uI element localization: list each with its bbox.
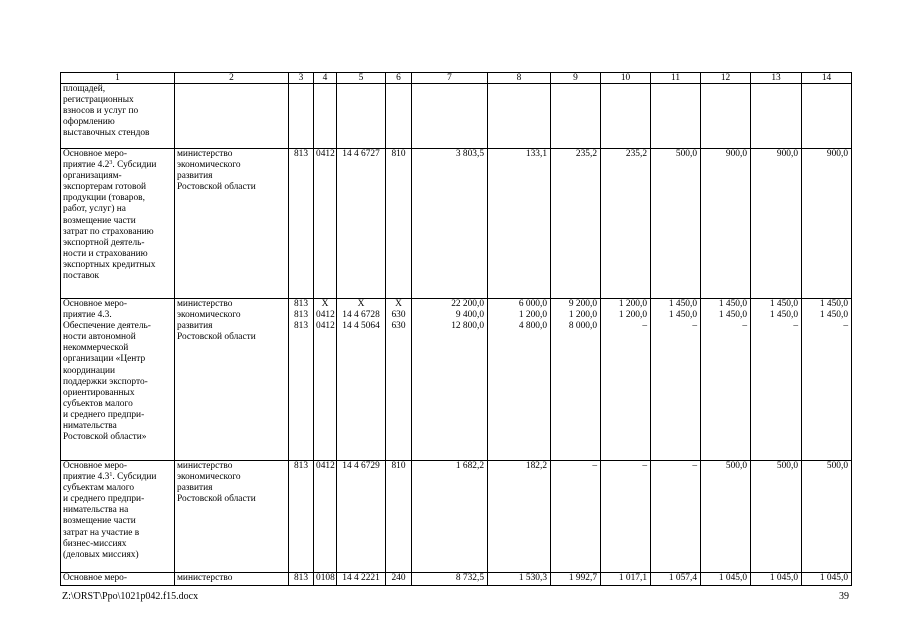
- value-cell: [386, 461, 412, 573]
- value-line: 1 017,1: [618, 573, 647, 583]
- header-cell: 6: [386, 73, 412, 84]
- value-line: 0412: [316, 149, 335, 159]
- table-row: [61, 573, 852, 586]
- header-cell: 14: [802, 73, 852, 84]
- value-line: 14 4 6727: [342, 149, 380, 159]
- value-line: 12 800,0: [451, 321, 484, 332]
- value-cell: [651, 573, 701, 586]
- value-cell: [386, 299, 412, 461]
- value-line: –: [642, 321, 647, 332]
- value-line: 240: [391, 573, 406, 583]
- value-line: 813: [293, 573, 309, 583]
- value-line: 1 200,0: [568, 310, 597, 321]
- value-line: –: [642, 461, 647, 471]
- value-line: 1 057,4: [668, 573, 697, 583]
- page-number: 39: [839, 591, 849, 602]
- value-line: 1 450,0: [668, 310, 697, 321]
- value-line: 1 200,0: [618, 310, 647, 321]
- value-line: 8 732,5: [455, 573, 484, 583]
- value-line: –: [742, 321, 747, 332]
- header-cell: 9: [551, 73, 601, 84]
- value-cell: [314, 84, 337, 149]
- value-cell: [601, 573, 651, 586]
- value-cell: [488, 299, 551, 461]
- header-cell: 7: [412, 73, 488, 84]
- value-cell: [701, 573, 751, 586]
- value-line: 235,2: [625, 149, 647, 159]
- value-line: 6 000,0: [518, 299, 547, 309]
- value-line: 1 992,7: [568, 573, 597, 583]
- value-line: 14 4 2221: [342, 573, 380, 583]
- value-cell: [412, 299, 488, 461]
- activity-name-cell: площадей, регистрационных взносов и услуг по оформлению выставочных стендов: [61, 84, 175, 149]
- value-line: –: [843, 321, 848, 332]
- value-cell: [337, 84, 386, 149]
- activity-name-cell: Основное меро- приятие $4.2^3$. Субсидии организациям- экспортерам готовой продукции (товаров, работ, услуг) на возмещение части затрат по страхованию экспортной деятель- ности и страхованию экспортных кредитных поставок: [61, 149, 175, 299]
- value-cell: [289, 84, 314, 149]
- value-line: 22 200,0: [451, 299, 484, 309]
- value-line: 1 450,0: [819, 299, 848, 309]
- value-line: 810: [391, 149, 406, 159]
- value-cell: [601, 461, 651, 573]
- table-row: [61, 84, 852, 149]
- value-cell: [601, 299, 651, 461]
- value-line: 0412: [316, 321, 335, 332]
- value-cell: [386, 573, 412, 586]
- value-line: 182,2: [525, 461, 547, 471]
- header-cell: 10: [601, 73, 651, 84]
- value-line: 500,0: [675, 149, 697, 159]
- executor-cell: [175, 84, 289, 149]
- value-cell: [601, 149, 651, 299]
- value-cell: [412, 461, 488, 573]
- value-line: 630: [391, 321, 406, 332]
- value-line: 235,2: [575, 149, 597, 159]
- activity-name-cell: Основное меро-: [61, 573, 175, 586]
- value-line: 0412: [316, 310, 335, 321]
- value-cell: [386, 149, 412, 299]
- value-cell: [314, 573, 337, 586]
- value-line: 0412: [316, 461, 335, 471]
- header-cell: 5: [337, 73, 386, 84]
- value-line: 630: [391, 310, 406, 321]
- value-line: 9 400,0: [455, 310, 484, 321]
- value-line: 500,0: [826, 461, 848, 471]
- value-line: 900,0: [776, 149, 798, 159]
- value-line: –: [592, 461, 597, 471]
- value-cell: [601, 84, 651, 149]
- header-cell: 2: [175, 73, 289, 84]
- value-line: X: [321, 299, 329, 309]
- value-line: 810: [391, 461, 406, 471]
- value-cell: [412, 573, 488, 586]
- value-line: 1 200,0: [518, 310, 547, 321]
- footer-file-path: Z:\ORST\Ppo\1021p042.f15.docx: [62, 591, 199, 602]
- value-cell: [337, 149, 386, 299]
- executor-cell: министерство экономического развития Ростовской области: [175, 299, 289, 461]
- value-cell: [751, 299, 802, 461]
- value-line: 4 800,0: [518, 321, 547, 332]
- value-line: 14 4 5064: [342, 321, 380, 332]
- value-cell: [751, 84, 802, 149]
- value-cell: [701, 299, 751, 461]
- value-line: 813: [293, 310, 309, 321]
- executor-cell: министерство: [175, 573, 289, 586]
- value-cell: [289, 461, 314, 573]
- value-line: –: [692, 461, 697, 471]
- value-cell: [651, 461, 701, 573]
- value-line: 3 803,5: [455, 149, 484, 159]
- value-line: 500,0: [776, 461, 798, 471]
- value-cell: [337, 299, 386, 461]
- value-line: 9 200,0: [568, 299, 597, 309]
- value-cell: [751, 573, 802, 586]
- value-cell: [488, 84, 551, 149]
- value-line: 1 682,2: [455, 461, 484, 471]
- value-cell: [751, 461, 802, 573]
- value-line: 14 4 6729: [342, 461, 380, 471]
- value-line: 500,0: [725, 461, 747, 471]
- value-cell: [488, 573, 551, 586]
- value-cell: [314, 149, 337, 299]
- activity-name-cell: Основное меро- приятие 4.3. Обеспечение деятель- ности автономной некоммерческой организации «Центр координации поддержки экспорто- ориентированных субъектов малого и среднего предпри- нимательства Ростовской области»: [61, 299, 175, 461]
- value-line: X: [395, 299, 402, 309]
- value-line: 1 450,0: [718, 310, 747, 321]
- value-line: 813: [293, 321, 309, 332]
- budget-table: [60, 72, 852, 586]
- value-cell: [488, 461, 551, 573]
- header-cell: 1: [61, 73, 175, 84]
- value-line: 900,0: [725, 149, 747, 159]
- value-line: –: [793, 321, 798, 332]
- table-row: [61, 299, 852, 461]
- value-cell: [289, 573, 314, 586]
- value-line: 813: [293, 149, 309, 159]
- value-cell: [651, 149, 701, 299]
- value-cell: [551, 84, 601, 149]
- value-cell: [551, 573, 601, 586]
- value-line: 1 045,0: [769, 573, 798, 583]
- value-cell: [802, 573, 852, 586]
- value-cell: [337, 461, 386, 573]
- header-row: [61, 73, 852, 84]
- executor-cell: министерство экономического развития Ростовской области: [175, 149, 289, 299]
- value-cell: [337, 573, 386, 586]
- header-cell: 3: [289, 73, 314, 84]
- value-cell: [651, 299, 701, 461]
- value-line: 1 450,0: [668, 299, 697, 309]
- value-line: 900,0: [826, 149, 848, 159]
- value-cell: [488, 149, 551, 299]
- table-row: [61, 461, 852, 573]
- value-cell: [314, 461, 337, 573]
- value-line: 0108: [316, 573, 335, 583]
- value-cell: [802, 84, 852, 149]
- value-cell: [551, 149, 601, 299]
- value-line: 1 450,0: [819, 310, 848, 321]
- value-line: 1 450,0: [769, 310, 798, 321]
- value-cell: [314, 299, 337, 461]
- value-cell: [289, 149, 314, 299]
- header-cell: 4: [314, 73, 337, 84]
- value-cell: [802, 299, 852, 461]
- value-line: 1 450,0: [718, 299, 747, 309]
- value-line: –: [692, 321, 697, 332]
- table-row: [61, 149, 852, 299]
- value-line: 1 450,0: [769, 299, 798, 309]
- value-line: X: [357, 299, 365, 309]
- value-line: 14 4 6728: [342, 310, 380, 321]
- header-cell: 13: [751, 73, 802, 84]
- value-cell: [651, 84, 701, 149]
- value-line: 1 045,0: [718, 573, 747, 583]
- value-cell: [289, 299, 314, 461]
- value-line: 813: [293, 461, 309, 471]
- value-cell: [751, 149, 802, 299]
- value-cell: [802, 149, 852, 299]
- value-line: 1 530,3: [518, 573, 547, 583]
- value-cell: [701, 84, 751, 149]
- value-cell: [551, 461, 601, 573]
- value-line: 1 045,0: [819, 573, 848, 583]
- header-cell: 12: [701, 73, 751, 84]
- value-line: 813: [293, 299, 309, 309]
- value-line: 8 000,0: [568, 321, 597, 332]
- value-cell: [412, 84, 488, 149]
- value-cell: [701, 149, 751, 299]
- value-cell: [412, 149, 488, 299]
- value-line: 1 200,0: [618, 299, 647, 309]
- activity-name-cell: Основное меро- приятие $4.3^1$. Субсидии субъектам малого и среднего предпри- нимательства на возмещение части затрат на участие в бизнес-миссиях (деловых миссиях): [61, 461, 175, 573]
- value-cell: [551, 299, 601, 461]
- value-cell: [701, 461, 751, 573]
- value-line: 133,1: [525, 149, 547, 159]
- value-cell: [386, 84, 412, 149]
- header-cell: 8: [488, 73, 551, 84]
- executor-cell: министерство экономического развития Ростовской области: [175, 461, 289, 573]
- header-cell: 11: [651, 73, 701, 84]
- value-cell: [802, 461, 852, 573]
